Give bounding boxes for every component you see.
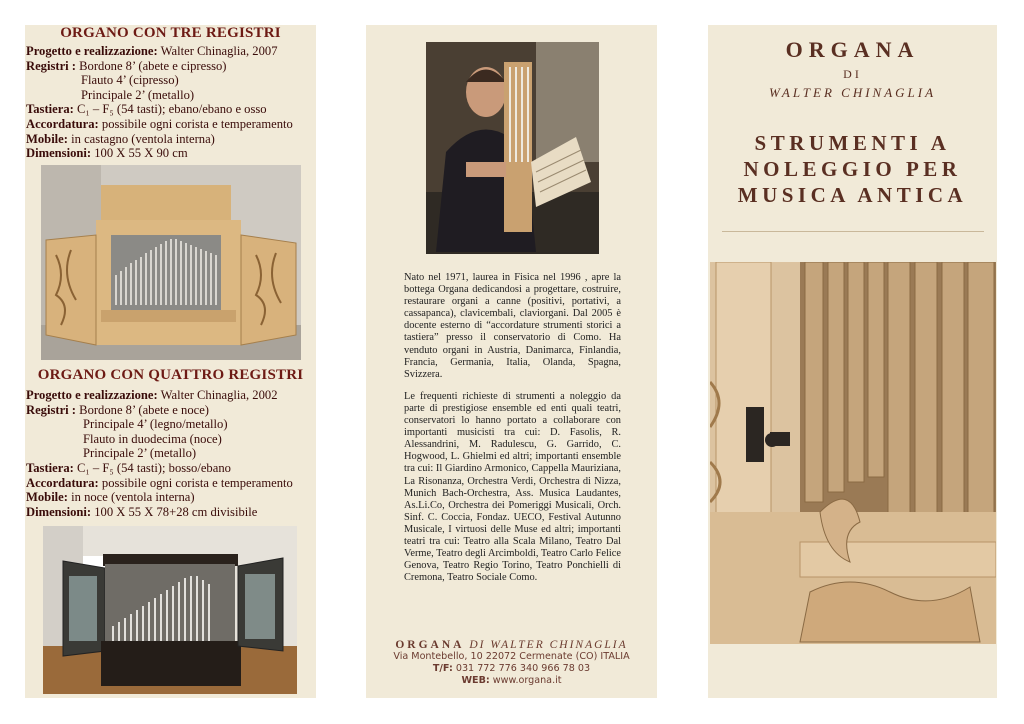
headline-line-3: MUSICA ANTICA <box>737 183 968 207</box>
cover-brand: ORGANA <box>785 37 920 62</box>
spec-line: Mobile: in noce (ventola interna) <box>26 490 195 505</box>
spec-line: Flauto in duodecima (noce) <box>83 431 222 446</box>
footer-address: Via Montebello, 10 22072 Cermenate (CO) ITALIA <box>393 651 630 662</box>
spec-line: Tastiera: C₁ – F₅ (54 tasti); ebano/ebano e osso <box>26 102 267 117</box>
footer-phone: T/F: 031 772 776 340 966 78 03 <box>432 663 591 675</box>
headline-line-2: NOLEGGIO PER <box>743 157 962 181</box>
spec-line: Registri : Bordone 8’ (abete e noce) <box>26 402 209 417</box>
spec-line: Principale 2’ (metallo) <box>81 87 195 102</box>
headline-line-1: STRUMENTI A <box>754 131 951 155</box>
spec-line: Tastiera: C₁ – F₅ (54 tasti); bosso/ebano <box>26 460 231 475</box>
spec-line: Progetto e realizzazione: Walter Chinaglia, 2007 <box>26 44 278 58</box>
spec-line: Dimensioni: 100 X 55 X 78+28 cm divisibile <box>26 504 258 519</box>
spec-line: Principale 4’ (legno/metallo) <box>83 417 228 432</box>
contact-footer <box>366 639 657 688</box>
cover-author: WALTER CHINAGLIA <box>768 85 937 100</box>
cover-photo <box>710 262 996 644</box>
footer-brand: ORGANA DI WALTER CHINAGLIA <box>395 639 628 651</box>
cover-headline <box>708 130 997 208</box>
bio-paragraph-2: Le frequenti richieste di strumenti a noleggio da parte di prestigiose ensemble ed enti quali teatri, conservatori lo hanno portato a collaborare con importanti musicisti tra cui: D. Fasolis, R. Alessandrini, M. Radulescu, G. Garrido, C. Hogwood, L. Ghielmi ed altri; importanti ensemble tra cui: Il Giardino Armonico, Cappella Mauriziana, La Risonanza, Orchestra Verdi, Orchestra di Nizza, Munich Bach-Orchestra, Ass. Musica Laudantes, As.Li.Co, Orchestra dei Pomeriggi Musicali, Orch. Sinf. C. Coccia, Fondaz. UECO, Festival Autunno Musicale, I virtuosi delle Muse ed altri; importanti teatri tra cui: Teatro alla Scala Milano, Teatro Dal Verme, Teatro degli Arcimboldi, Teatro Carlo Felice Genova, Teatro Regio Torino, Teatro Ponchielli di Cremona, Teatro Sociale Como. <box>404 390 621 584</box>
spec-line: Mobile: in castagno (ventola interna) <box>26 131 215 146</box>
organ2-photo <box>43 526 297 694</box>
organ1-photo <box>41 165 301 360</box>
left-panel <box>25 25 316 698</box>
spec-line: Flauto 4’ (cipresso) <box>81 73 179 88</box>
spec-line: Accordatura: possibile ogni corista e temperamento <box>26 116 293 131</box>
organ2-specs <box>26 388 293 519</box>
spec-line: Dimensioni: 100 X 55 X 90 cm <box>26 146 188 161</box>
spec-line: Principale 2’ (metallo) <box>83 446 197 461</box>
spec-line: Progetto e realizzazione: Walter Chinaglia, 2002 <box>26 388 278 402</box>
biography <box>404 272 621 594</box>
spec-line: Accordatura: possibile ogni corista e temperamento <box>26 475 293 490</box>
organ2-title: ORGANO CON QUATTRO REGISTRI <box>37 367 304 383</box>
cover-panel <box>708 25 997 698</box>
spec-line: Registri : Bordone 8’ (abete e cipresso) <box>26 58 227 73</box>
portrait-photo <box>426 42 599 254</box>
organ1-specs <box>26 44 293 161</box>
cover-di: DI <box>843 67 862 81</box>
bio-paragraph-1: Nato nel 1971, laurea in Fisica nel 1996 , apre la bottega Organa dedicandosi a progettare, costruire, restaurare organi a canne (positivi, portativi, a cassapanca), clavicembali, claviorgani. Dal 2005 è docente esterno di “accordature strumenti storici a tastiera” presso il conservatorio di Como. Ha venduto organi in Austria, Danimarca, Finlandia, Francia, Germania, Italia, Olanda, Spagna, Svizzera. <box>404 272 621 380</box>
footer-web[interactable]: WEB: www.organa.it <box>461 675 562 687</box>
divider <box>722 231 984 232</box>
organ1-title: ORGANO CON TRE REGISTRI <box>60 25 281 41</box>
middle-panel <box>366 25 657 698</box>
